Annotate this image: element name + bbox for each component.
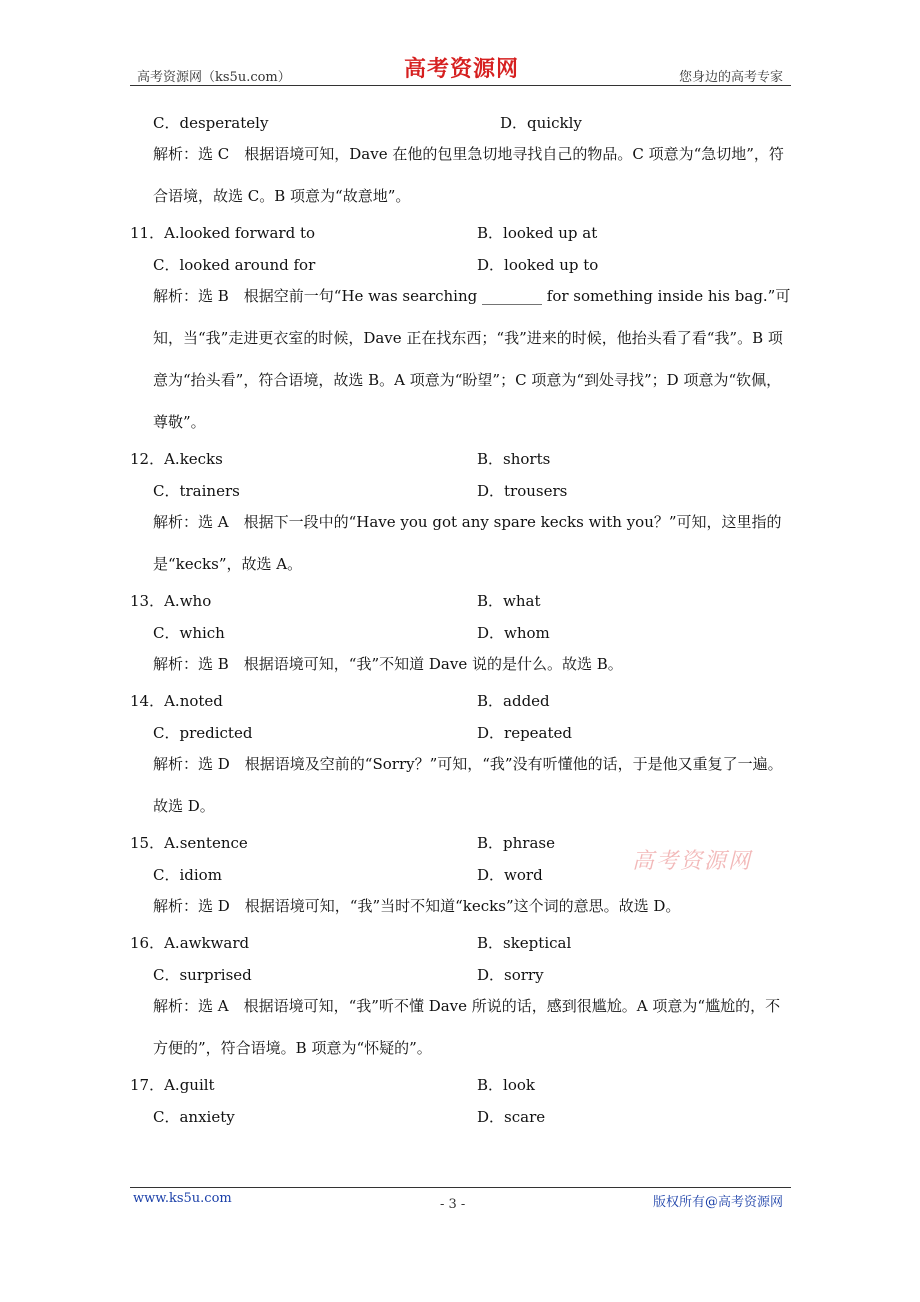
question-16-options-ab — [130, 926, 791, 958]
question-17-options-cd — [130, 1100, 791, 1132]
q13-option-c: C．which — [153, 623, 225, 642]
q12-option-a: 12．A.kecks — [130, 449, 223, 468]
q10-explanation: 解析：选 C 根据语境可知，Dave 在他的包里急切地寻找自己的物品。C 项意为“急切地”，符合语境，故选 C。B 项意为“故意地”。 — [153, 145, 784, 205]
q11-option-c: C．looked around for — [153, 255, 316, 274]
q13-option-a: 13．A.who — [130, 591, 212, 610]
footer-site-link[interactable]: www.ks5u.com — [133, 1191, 232, 1206]
q10-option-c: C．desperately — [153, 113, 269, 132]
q16-option-c: C．surprised — [153, 965, 252, 984]
q15-explanation: 解析：选 D 根据语境可知，“我”当时不知道“kecks”这个词的意思。故选 D。 — [153, 897, 681, 915]
question-12-options-ab — [130, 442, 791, 474]
q13-option-d: D．whom — [477, 623, 550, 642]
q14-option-d: D．repeated — [477, 723, 573, 742]
q16-explanation: 解析：选 A 根据语境可知，“我”听不懂 Dave 所说的话，感到很尴尬。A 项意为“尴尬的，不方便的”，符合语境。B 项意为“怀疑的”。 — [153, 997, 781, 1057]
q17-option-a: 17．A.guilt — [130, 1075, 215, 1094]
header-slogan: 您身边的高考专家 — [678, 70, 783, 85]
footer-divider — [130, 1187, 791, 1188]
q14-option-b: B．added — [477, 691, 550, 710]
header-logo: 高考资源网 — [404, 56, 520, 82]
question-17-options-ab — [130, 1068, 791, 1100]
q10-option-d: D．quickly — [500, 113, 582, 132]
q12-option-c: C．trainers — [153, 481, 240, 500]
q14-option-a: 14．A.noted — [130, 691, 223, 710]
question-11-options-ab — [130, 216, 791, 248]
q15-option-d: D．word — [477, 865, 543, 884]
q17-option-b: B．look — [477, 1075, 535, 1094]
q16-option-d: D．sorry — [477, 965, 544, 984]
q15-option-b: B．phrase — [477, 833, 555, 852]
q14-explanation: 解析：选 D 根据语境及空前的“Sorry？”可知，“我”没有听懂他的话，于是他又重复了一遍。故选 D。 — [153, 755, 783, 815]
page-number: - 3 - — [440, 1197, 466, 1212]
q11-option-b: B．looked up at — [477, 223, 598, 242]
q16-option-a: 16．A.awkward — [130, 933, 250, 952]
question-14-options-ab — [130, 684, 791, 716]
q12-explanation: 解析：选 A 根据下一段中的“Have you got any spare kecks with you？”可知，这里指的是“kecks”，故选 A。 — [153, 513, 782, 573]
q14-option-c: C．predicted — [153, 723, 253, 742]
q17-option-c: C．anxiety — [153, 1107, 235, 1126]
q11-explanation: 解析：选 B 根据空前一句“He was searching ________ for something inside his bag.”可知，当“我”走进更衣室的时候，Dave 正在找东西；“我”进来的时候，他抬头看了看“我”。B 项意为“抬头看”，符合语境，故选 B。A 项意为“盼望”；C 项意为“到处寻找”；D 项意为“钦佩，尊敬”。 — [153, 287, 791, 431]
q16-option-b: B．skeptical — [477, 933, 572, 952]
document-body — [130, 106, 791, 1132]
footer-copyright-link[interactable]: 版权所有@高考资源网 — [652, 1195, 783, 1210]
question-13-options-ab — [130, 584, 791, 616]
q12-option-b: B．shorts — [477, 449, 551, 468]
q17-option-d: D．scare — [477, 1107, 546, 1126]
header-divider — [130, 85, 791, 86]
q11-option-a: 11．A.looked forward to — [130, 223, 316, 242]
q13-explanation: 解析：选 B 根据语境可知，“我”不知道 Dave 说的是什么。故选 B。 — [153, 655, 623, 673]
q11-option-d: D．looked up to — [477, 255, 599, 274]
q12-option-d: D．trousers — [477, 481, 568, 500]
q15-option-a: 15．A.sentence — [130, 833, 248, 852]
q15-option-c: C．idiom — [153, 865, 222, 884]
watermark: 高考资源网 — [632, 849, 753, 874]
q13-option-b: B．what — [477, 591, 541, 610]
header-site-name: 高考资源网（ks5u.com） — [137, 70, 291, 85]
